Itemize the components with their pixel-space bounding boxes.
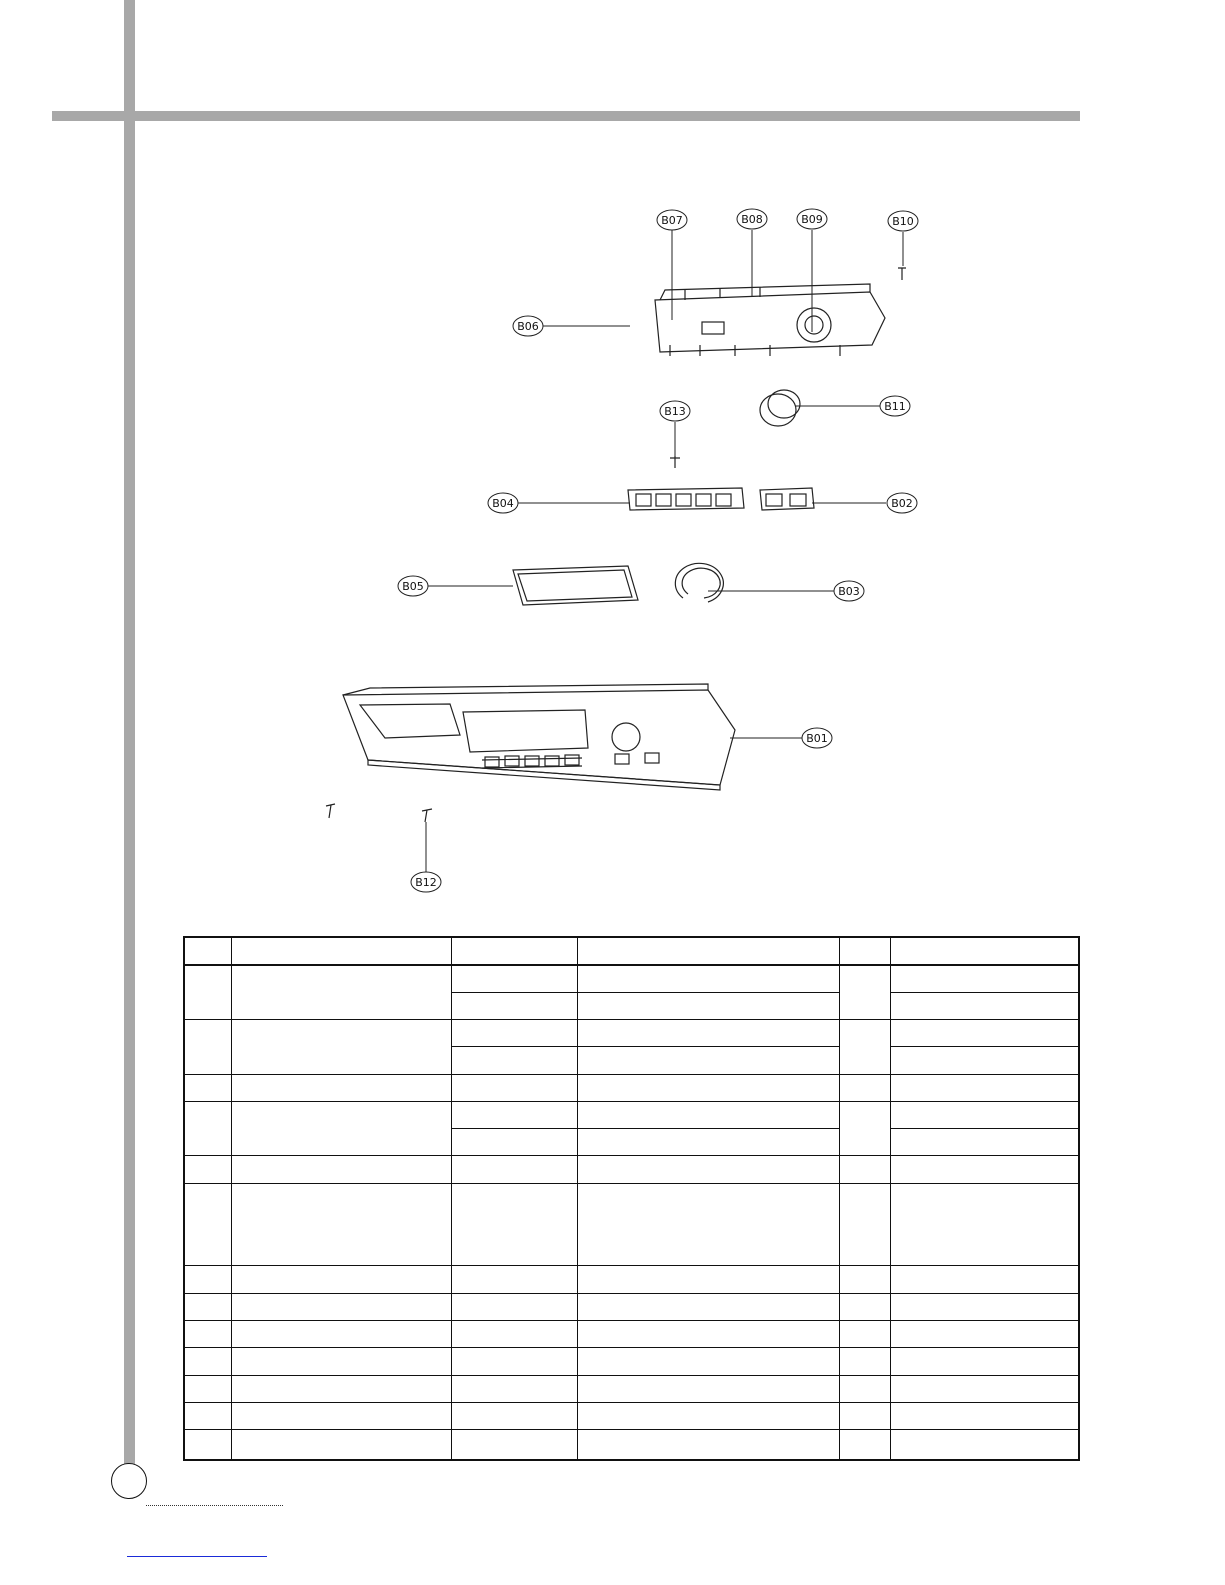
- table-cell: [451, 1129, 577, 1156]
- table-cell: [231, 965, 451, 1020]
- table-cell: [451, 1020, 577, 1047]
- svg-text:B06: B06: [517, 320, 539, 333]
- table-cell: [184, 1402, 231, 1429]
- table-cell: [577, 1375, 839, 1402]
- table-cell: [890, 1101, 1079, 1128]
- callout-b13: [660, 401, 690, 421]
- callout-b04: [488, 493, 518, 513]
- svg-text:B13: B13: [664, 405, 686, 418]
- svg-text:B04: B04: [492, 497, 514, 510]
- table-cell: [577, 1320, 839, 1347]
- table-cell: [184, 1020, 231, 1075]
- svg-text:B02: B02: [891, 497, 913, 510]
- table-cell: [577, 992, 839, 1019]
- table-cell: [231, 1402, 451, 1429]
- table-cell: [839, 1266, 890, 1293]
- table-cell: [451, 965, 577, 992]
- header-cell: [184, 937, 231, 965]
- table-cell: [890, 965, 1079, 992]
- table-header-row: [184, 937, 1079, 965]
- table-cell: [890, 1129, 1079, 1156]
- table-row: [184, 1156, 1079, 1183]
- callout-b03: [834, 581, 864, 601]
- table-cell: [839, 1320, 890, 1347]
- table-row: [184, 965, 1079, 992]
- table-cell: [451, 1430, 577, 1460]
- table-row: [184, 1183, 1079, 1266]
- table-cell: [451, 1293, 577, 1320]
- svg-text:B07: B07: [661, 214, 683, 227]
- svg-text:B05: B05: [402, 580, 424, 593]
- table-cell: [231, 1430, 451, 1460]
- header-cell: [577, 937, 839, 965]
- callout-b08: [737, 209, 767, 229]
- table-cell: [184, 1101, 231, 1156]
- table-cell: [839, 1074, 890, 1101]
- table-cell: [577, 1183, 839, 1266]
- table-cell: [890, 1183, 1079, 1266]
- table-cell: [451, 1047, 577, 1074]
- header-cell: [890, 937, 1079, 965]
- callout-b09: [797, 209, 827, 229]
- table-cell: [231, 1183, 451, 1266]
- svg-text:B01: B01: [806, 732, 828, 745]
- table-cell: [890, 1266, 1079, 1293]
- table-cell: [451, 1074, 577, 1101]
- table-cell: [451, 1183, 577, 1266]
- footer-link-underline[interactable]: [127, 1556, 267, 1557]
- screws-b12-drawing: [326, 804, 432, 822]
- callout-b01: [802, 728, 832, 748]
- table-cell: [839, 1183, 890, 1266]
- table-cell: [231, 1375, 451, 1402]
- table-cell: [890, 1156, 1079, 1183]
- table-row: [184, 1266, 1079, 1293]
- table-cell: [231, 1320, 451, 1347]
- button-block-b04-drawing: [628, 488, 744, 510]
- table-cell: [184, 1375, 231, 1402]
- callout-bubbles: [398, 209, 918, 892]
- table-cell: [839, 1293, 890, 1320]
- control-panel-b01-drawing: [343, 684, 735, 790]
- header-cell: [839, 937, 890, 965]
- table-cell: [577, 1293, 839, 1320]
- callout-b11: [880, 396, 910, 416]
- table-cell: [839, 1156, 890, 1183]
- table-cell: [184, 1348, 231, 1375]
- table-cell: [890, 1375, 1079, 1402]
- table-row: [184, 1074, 1079, 1101]
- table-cell: [890, 1402, 1079, 1429]
- table-cell: [890, 1020, 1079, 1047]
- table-cell: [839, 1348, 890, 1375]
- table-cell: [577, 1129, 839, 1156]
- table-cell: [890, 1293, 1079, 1320]
- table-cell: [890, 1047, 1079, 1074]
- svg-text:B08: B08: [741, 213, 763, 226]
- page-number-circle: [111, 1463, 147, 1499]
- table-cell: [577, 965, 839, 992]
- table-cell: [577, 1101, 839, 1128]
- table-cell: [451, 1320, 577, 1347]
- table-cell: [451, 1266, 577, 1293]
- table-cell: [451, 1402, 577, 1429]
- control-pcb-drawing: [655, 284, 885, 356]
- callout-b12: [411, 872, 441, 892]
- table-cell: [577, 1156, 839, 1183]
- footer-dotted-rule: [146, 1505, 283, 1506]
- table-cell: [451, 992, 577, 1019]
- table-cell: [839, 965, 890, 1020]
- table-row: [184, 1320, 1079, 1347]
- table-row: [184, 1375, 1079, 1402]
- header-cell: [451, 937, 577, 965]
- table-cell: [451, 1375, 577, 1402]
- table-row: [184, 1020, 1079, 1047]
- callout-b10: [888, 211, 918, 231]
- table-cell: [839, 1430, 890, 1460]
- table-cell: [890, 992, 1079, 1019]
- table-cell: [451, 1156, 577, 1183]
- header-cell: [231, 937, 451, 965]
- table-cell: [451, 1348, 577, 1375]
- svg-text:B10: B10: [892, 215, 914, 228]
- table-cell: [184, 1183, 231, 1266]
- indicator-ring-b03-drawing: [675, 563, 723, 602]
- callout-b02: [887, 493, 917, 513]
- table-cell: [184, 1320, 231, 1347]
- table-cell: [184, 965, 231, 1020]
- table-cell: [577, 1430, 839, 1460]
- table-cell: [839, 1375, 890, 1402]
- table-cell: [839, 1101, 890, 1156]
- knob-b11-drawing: [760, 390, 800, 426]
- table-row: [184, 1402, 1079, 1429]
- table-cell: [890, 1320, 1079, 1347]
- table-row: [184, 1348, 1079, 1375]
- table-cell: [577, 1348, 839, 1375]
- table-cell: [184, 1293, 231, 1320]
- table-cell: [231, 1348, 451, 1375]
- table-cell: [839, 1020, 890, 1075]
- table-cell: [231, 1074, 451, 1101]
- parts-list-table: [183, 936, 1080, 1461]
- display-window-b05-drawing: [513, 566, 638, 605]
- table-cell: [890, 1430, 1079, 1460]
- callout-b07: [657, 210, 687, 230]
- table-cell: [577, 1074, 839, 1101]
- table-cell: [231, 1156, 451, 1183]
- table-cell: [577, 1020, 839, 1047]
- table-cell: [231, 1266, 451, 1293]
- callout-b06: [513, 316, 543, 336]
- button-block-b02-drawing: [760, 488, 814, 510]
- table-cell: [577, 1402, 839, 1429]
- table-cell: [231, 1101, 451, 1156]
- svg-text:B03: B03: [838, 585, 860, 598]
- table-cell: [577, 1047, 839, 1074]
- table-cell: [184, 1266, 231, 1293]
- screw-b13-drawing: [670, 456, 680, 468]
- table-cell: [839, 1402, 890, 1429]
- table-cell: [184, 1074, 231, 1101]
- screw-b10-drawing: [898, 268, 906, 280]
- table-cell: [231, 1293, 451, 1320]
- table-cell: [451, 1101, 577, 1128]
- table-row: [184, 1101, 1079, 1128]
- table-row: [184, 1293, 1079, 1320]
- table-cell: [184, 1430, 231, 1460]
- table-cell: [184, 1156, 231, 1183]
- table-cell: [890, 1074, 1079, 1101]
- svg-text:B09: B09: [801, 213, 823, 226]
- table-row: [184, 1430, 1079, 1460]
- svg-text:B11: B11: [884, 400, 906, 413]
- table-cell: [231, 1020, 451, 1075]
- callout-b05: [398, 576, 428, 596]
- table-cell: [890, 1348, 1079, 1375]
- svg-text:B12: B12: [415, 876, 437, 889]
- table-cell: [577, 1266, 839, 1293]
